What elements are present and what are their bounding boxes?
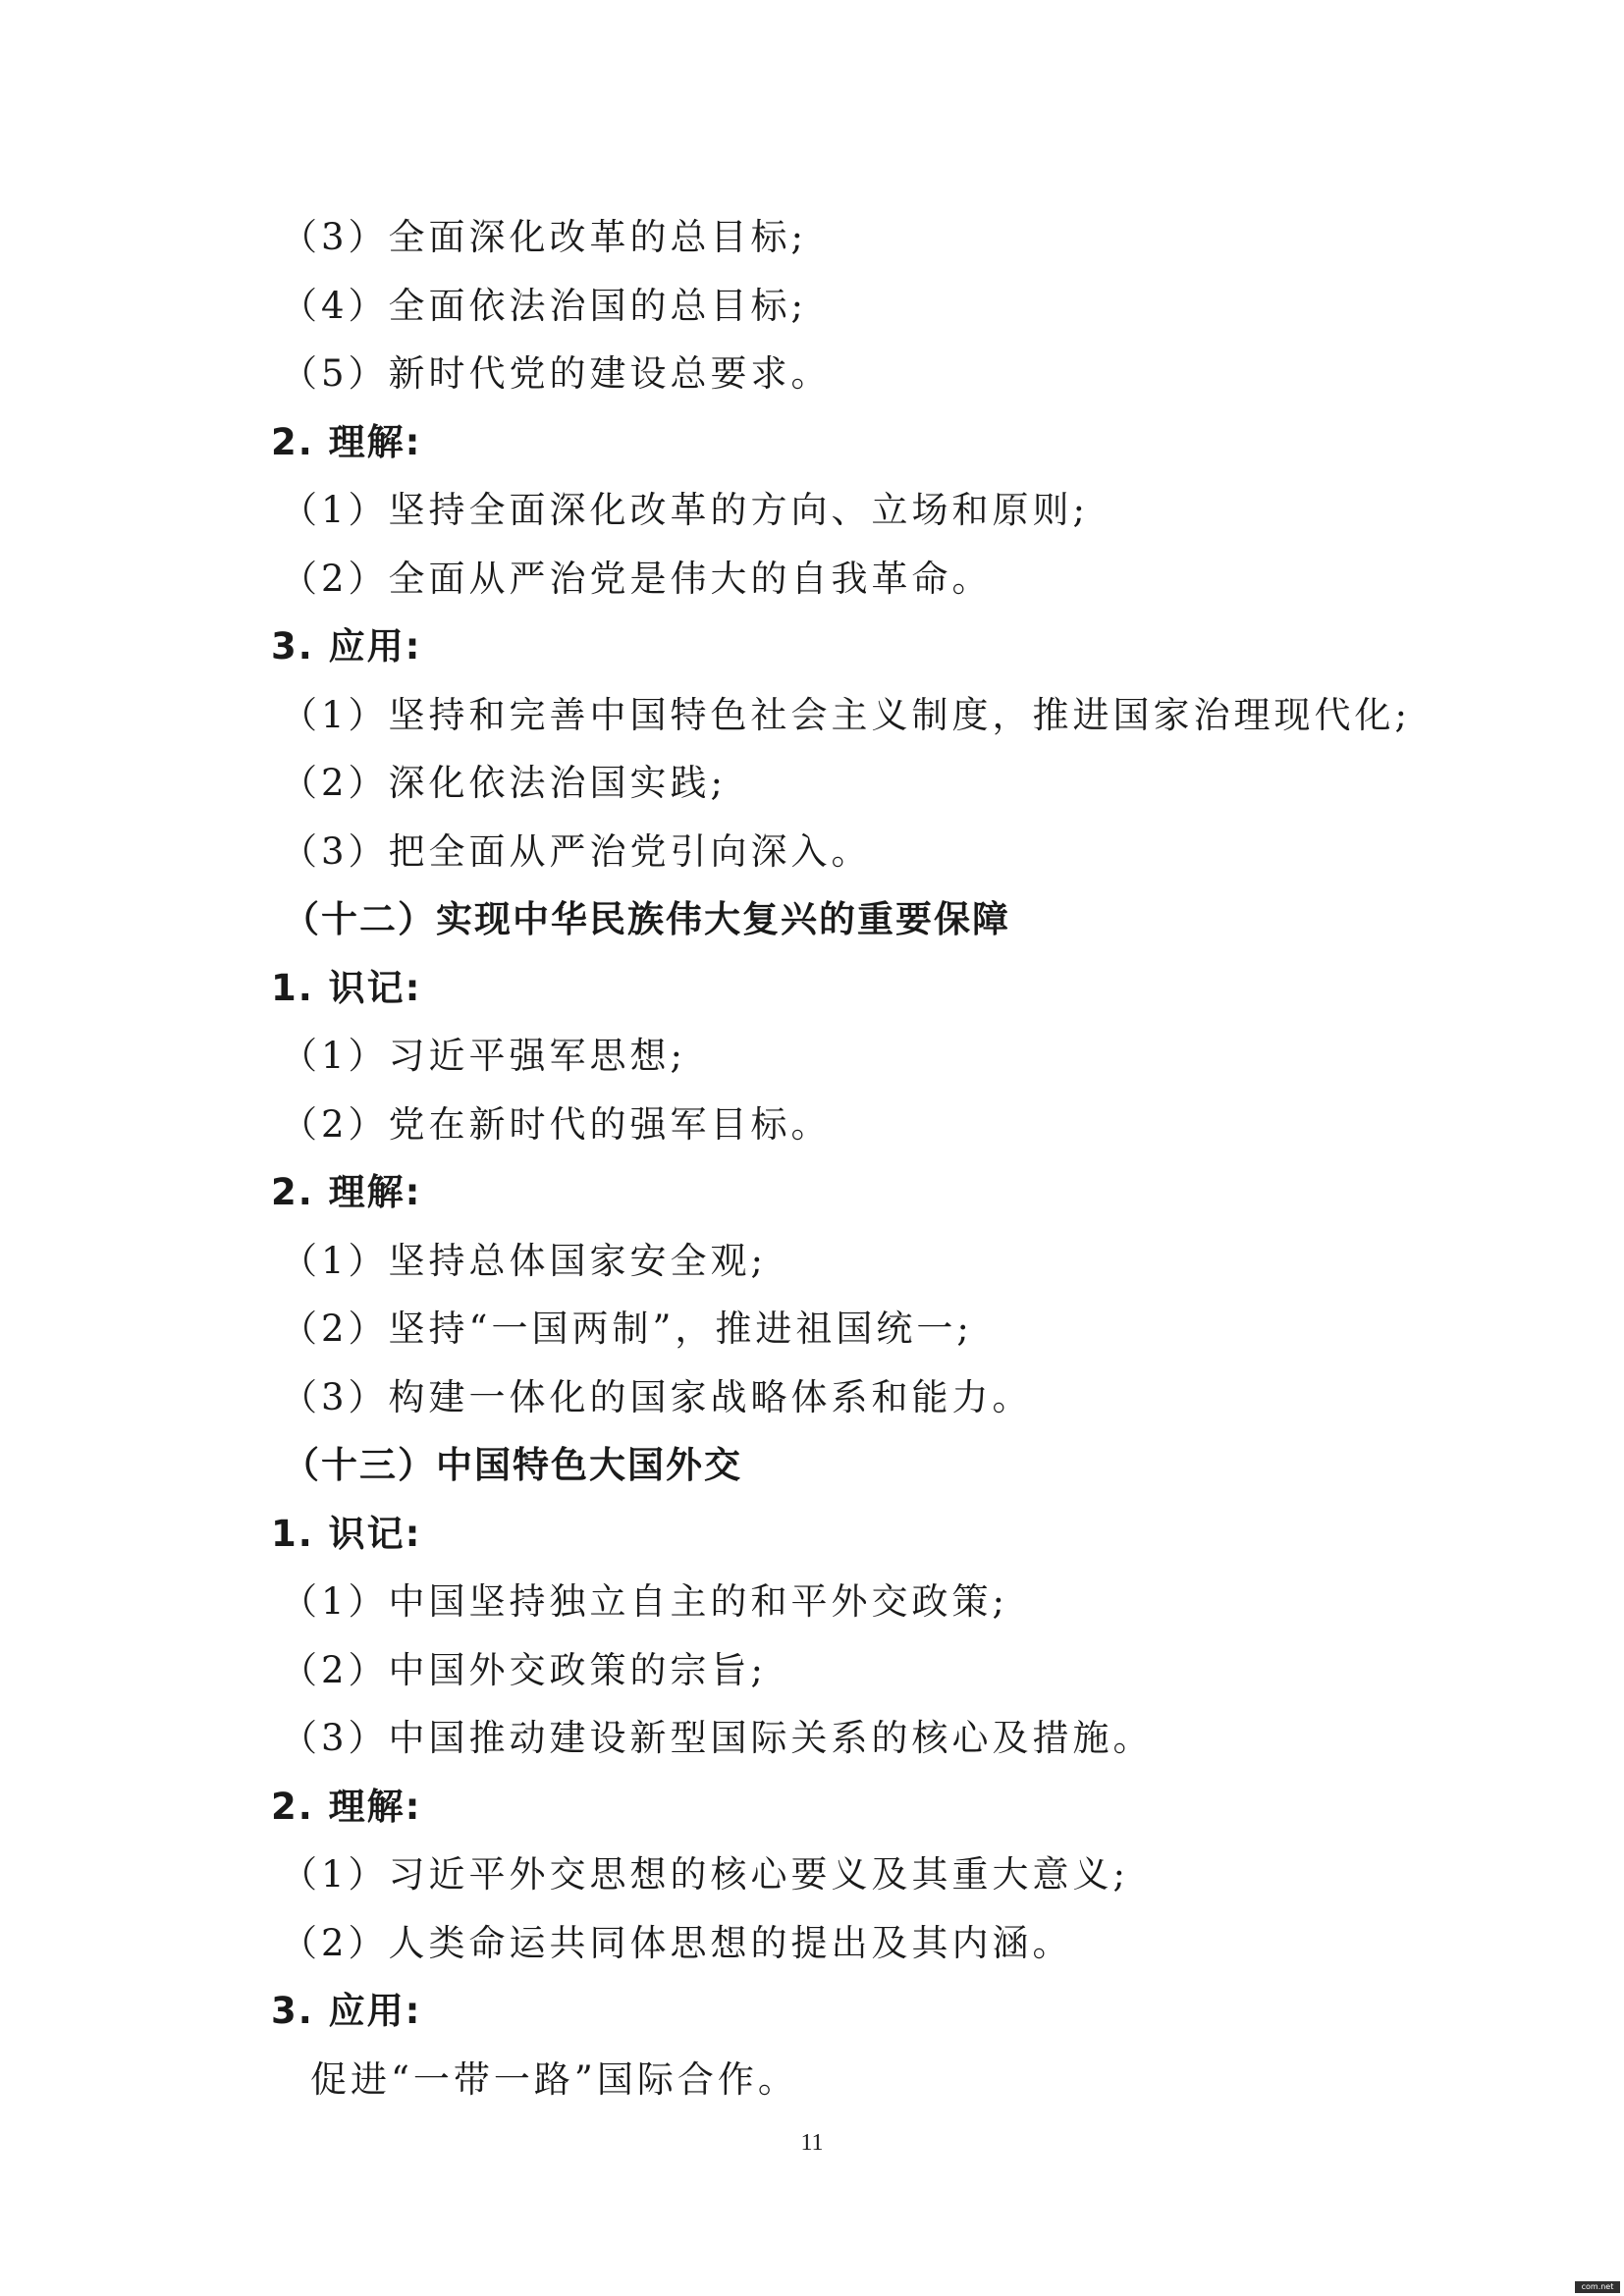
subsection-heading: 3. 应用: bbox=[271, 1990, 422, 2032]
page-number: 11 bbox=[800, 2130, 824, 2156]
subsection-heading: 3. 应用: bbox=[271, 625, 422, 667]
subsection-heading: 2. 理解: bbox=[271, 421, 422, 463]
section-heading: （十三）中国特色大国外交 bbox=[283, 1444, 742, 1486]
watermark: com.net bbox=[1575, 2281, 1620, 2293]
subsection-heading: 2. 理解: bbox=[271, 1786, 422, 1828]
paragraph: 促进“一带一路”国际合作。 bbox=[310, 2058, 798, 2101]
subsection-heading: 1. 识记: bbox=[271, 967, 422, 1009]
list-item: （2）深化依法治国实践; bbox=[281, 762, 728, 804]
list-item: （3）全面深化改革的总目标; bbox=[281, 216, 808, 258]
list-item: （3）中国推动建设新型国际关系的核心及措施。 bbox=[281, 1717, 1154, 1759]
list-item: （1）坚持全面深化改革的方向、立场和原则; bbox=[281, 489, 1090, 531]
list-item: （1）中国坚持独立自主的和平外交政策; bbox=[281, 1580, 1009, 1623]
section-heading: （十二）实现中华民族伟大复兴的重要保障 bbox=[283, 898, 1010, 940]
list-item: （5）新时代党的建设总要求。 bbox=[281, 352, 832, 395]
list-item: （2）中国外交政策的宗旨; bbox=[281, 1649, 768, 1691]
subsection-heading: 1. 识记: bbox=[271, 1513, 422, 1555]
list-item: （3）构建一体化的国家战略体系和能力。 bbox=[281, 1376, 1033, 1418]
subsection-heading: 2. 理解: bbox=[271, 1171, 422, 1213]
list-item: （2）全面从严治党是伟大的自我革命。 bbox=[281, 558, 993, 600]
list-item: （2）党在新时代的强军目标。 bbox=[281, 1103, 832, 1146]
list-item: （2）坚持“一国两制”，推进祖国统一; bbox=[281, 1308, 973, 1350]
list-item: （1）习近平强军思想; bbox=[281, 1035, 687, 1077]
list-item: （4）全面依法治国的总目标; bbox=[281, 285, 808, 327]
list-item: （3）把全面从严治党引向深入。 bbox=[281, 830, 872, 873]
list-item: （1）坚持和完善中国特色社会主义制度，推进国家治理现代化; bbox=[281, 694, 1412, 736]
list-item: （2）人类命运共同体思想的提出及其内涵。 bbox=[281, 1922, 1073, 1964]
list-item: （1）坚持总体国家安全观; bbox=[281, 1240, 768, 1282]
list-item: （1）习近平外交思想的核心要义及其重大意义; bbox=[281, 1853, 1130, 1896]
